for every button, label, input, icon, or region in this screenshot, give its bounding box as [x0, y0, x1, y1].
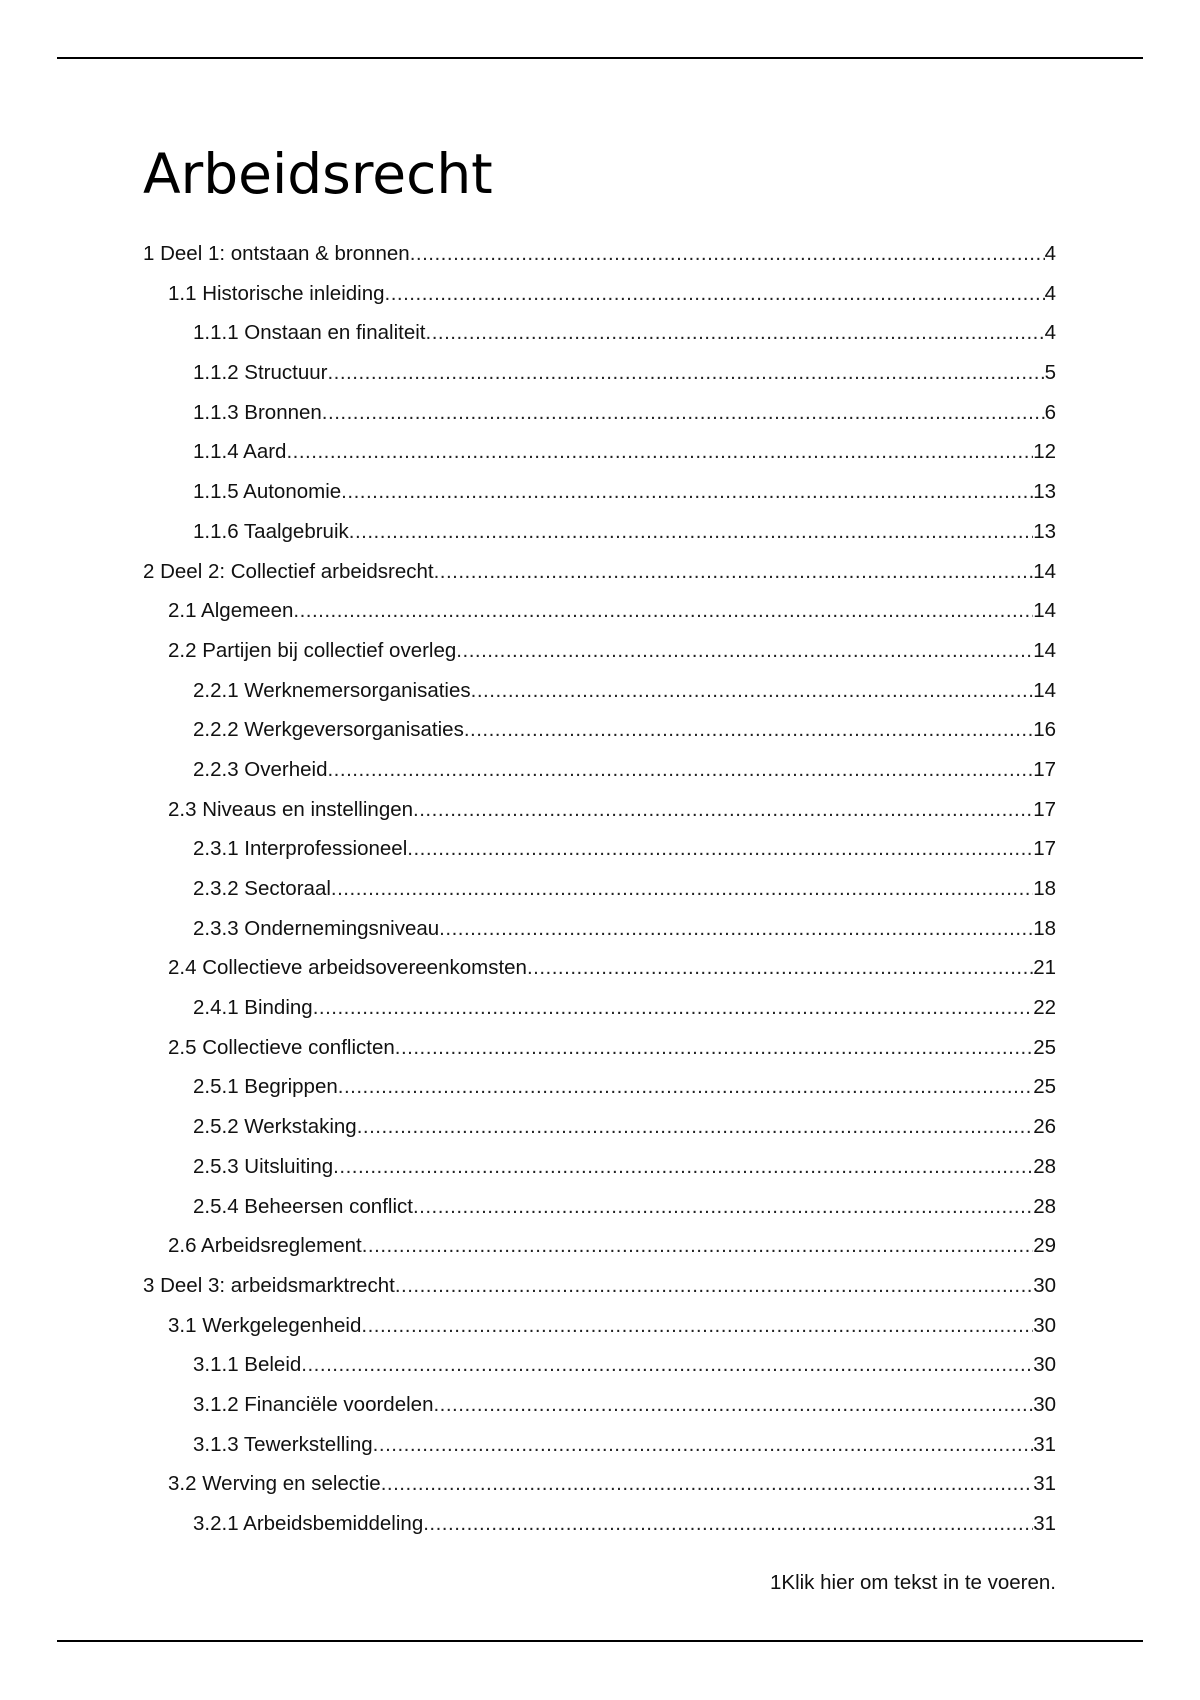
toc-entry-link[interactable] [193, 1107, 1056, 1147]
toc-entry [143, 353, 1056, 393]
toc-dot-leader [439, 909, 1033, 949]
toc-dot-leader [286, 432, 1033, 472]
toc-dot-leader [410, 234, 1045, 274]
toc-entry-link[interactable] [193, 988, 1056, 1028]
toc-dot-leader [327, 750, 1033, 790]
toc-entry [143, 432, 1056, 472]
toc-entry-title: 2 Deel 2: Collectief arbeidsrecht [143, 552, 434, 592]
toc-entry-link[interactable] [193, 1425, 1056, 1465]
toc-entry-title: 2.3.3 Ondernemingsniveau [193, 909, 439, 949]
toc-entry-title: 2.3.1 Interprofessioneel [193, 829, 407, 869]
toc-entry-title: 2.2 Partijen bij collectief overleg [168, 631, 456, 671]
toc-entry-link[interactable] [143, 552, 1056, 592]
toc-entry [143, 1187, 1056, 1227]
toc-entry-link[interactable] [193, 1504, 1056, 1544]
toc-page-number: 14 [1033, 671, 1056, 711]
toc-entry-link[interactable] [193, 432, 1056, 472]
toc-entry-title: 2.2.3 Overheid [193, 750, 327, 790]
toc-entry-title: 3.1 Werkgelegenheid [168, 1306, 361, 1346]
header-rule [57, 57, 1143, 59]
toc-page-number: 4 [1045, 234, 1056, 274]
toc-entry-title: 2.5.2 Werkstaking [193, 1107, 357, 1147]
toc-entry-link[interactable] [193, 1147, 1056, 1187]
toc-dot-leader [327, 353, 1044, 393]
toc-entry [143, 512, 1056, 552]
toc-entry [143, 671, 1056, 711]
toc-dot-leader [464, 710, 1033, 750]
toc-entry-link[interactable] [193, 313, 1056, 353]
toc-entry [143, 313, 1056, 353]
toc-dot-leader [301, 1345, 1033, 1385]
toc-page-number: 21 [1033, 948, 1056, 988]
toc-dot-leader [313, 988, 1034, 1028]
toc-entry [143, 1464, 1056, 1504]
toc-page-number: 6 [1045, 393, 1056, 433]
toc-page-number: 14 [1033, 591, 1056, 631]
toc-entry-title: 2.3 Niveaus en instellingen [168, 790, 413, 830]
toc-entry-title: 3.1.3 Tewerkstelling [193, 1425, 373, 1465]
toc-entry-link[interactable] [193, 512, 1056, 552]
toc-dot-leader [527, 948, 1033, 988]
toc-entry-title: 1.1.1 Onstaan en finaliteit [193, 313, 426, 353]
toc-page-number: 26 [1033, 1107, 1056, 1147]
toc-dot-leader [385, 274, 1045, 314]
toc-entry [143, 1028, 1056, 1068]
table-of-contents [143, 234, 1056, 1544]
toc-entry [143, 393, 1056, 433]
toc-page-number: 28 [1033, 1147, 1056, 1187]
toc-entry [143, 1266, 1056, 1306]
toc-entry-link[interactable] [168, 790, 1056, 830]
toc-page-number: 14 [1033, 631, 1056, 671]
toc-entry-link[interactable] [143, 1266, 1056, 1306]
toc-entry-title: 2.2.1 Werknemersorganisaties [193, 671, 471, 711]
toc-entry [143, 1107, 1056, 1147]
toc-page-number: 17 [1033, 750, 1056, 790]
footer-rule [57, 1640, 1143, 1642]
toc-entry-link[interactable] [143, 234, 1056, 274]
toc-entry [143, 790, 1056, 830]
toc-entry-link[interactable] [168, 1306, 1056, 1346]
toc-entry-link[interactable] [193, 869, 1056, 909]
toc-entry-link[interactable] [193, 750, 1056, 790]
toc-dot-leader [373, 1425, 1034, 1465]
toc-entry [143, 1306, 1056, 1346]
toc-dot-leader [341, 472, 1033, 512]
toc-entry [143, 1226, 1056, 1266]
toc-entry [143, 750, 1056, 790]
toc-entry-title: 2.6 Arbeidsreglement [168, 1226, 362, 1266]
toc-entry-link[interactable] [193, 710, 1056, 750]
toc-entry-title: 2.2.2 Werkgeversorganisaties [193, 710, 464, 750]
toc-dot-leader [471, 671, 1034, 711]
toc-entry-title: 3 Deel 3: arbeidsmarktrecht [143, 1266, 395, 1306]
toc-page-number: 17 [1033, 790, 1056, 830]
toc-dot-leader [331, 869, 1033, 909]
document-title: Arbeidsrecht [143, 142, 493, 206]
toc-entry-title: 2.5 Collectieve conflicten [168, 1028, 395, 1068]
toc-dot-leader [338, 1067, 1033, 1107]
toc-entry-title: 3.2 Werving en selectie [168, 1464, 381, 1504]
toc-entry-link[interactable] [193, 393, 1056, 433]
toc-entry [143, 472, 1056, 512]
toc-entry-title: 2.5.3 Uitsluiting [193, 1147, 333, 1187]
toc-entry [143, 948, 1056, 988]
toc-entry-title: 2.1 Algemeen [168, 591, 293, 631]
toc-entry [143, 988, 1056, 1028]
toc-entry-title: 2.3.2 Sectoraal [193, 869, 331, 909]
toc-entry-link[interactable] [168, 1464, 1056, 1504]
toc-dot-leader [381, 1464, 1033, 1504]
toc-entry-title: 2.5.1 Begrippen [193, 1067, 338, 1107]
toc-page-number: 28 [1033, 1187, 1056, 1227]
toc-dot-leader [361, 1306, 1033, 1346]
toc-entry [143, 591, 1056, 631]
toc-dot-leader [362, 1226, 1033, 1266]
toc-entry [143, 1345, 1056, 1385]
toc-page-number: 30 [1033, 1345, 1056, 1385]
toc-entry-title: 3.1.2 Financiële voordelen [193, 1385, 433, 1425]
toc-entry [143, 234, 1056, 274]
footer-placeholder-text[interactable]: 1Klik hier om tekst in te voeren. [770, 1571, 1056, 1594]
toc-dot-leader [357, 1107, 1033, 1147]
toc-entry-title: 1.1.5 Autonomie [193, 472, 341, 512]
toc-page-number: 22 [1033, 988, 1056, 1028]
toc-dot-leader [293, 591, 1033, 631]
toc-entry-title: 1.1.2 Structuur [193, 353, 327, 393]
toc-dot-leader [423, 1504, 1033, 1544]
toc-entry-link[interactable] [168, 1226, 1056, 1266]
toc-entry-link[interactable] [168, 591, 1056, 631]
toc-dot-leader [413, 790, 1033, 830]
toc-entry-link[interactable] [168, 631, 1056, 671]
toc-page-number: 25 [1033, 1067, 1056, 1107]
toc-page-number: 5 [1045, 353, 1056, 393]
toc-dot-leader [413, 1187, 1033, 1227]
toc-entry-link[interactable] [168, 274, 1056, 314]
toc-dot-leader [395, 1266, 1033, 1306]
toc-page-number: 30 [1033, 1266, 1056, 1306]
toc-page-number: 29 [1033, 1226, 1056, 1266]
toc-page-number: 12 [1033, 432, 1056, 472]
toc-dot-leader [426, 313, 1045, 353]
toc-entry-title: 2.5.4 Beheersen conflict [193, 1187, 413, 1227]
toc-page-number: 13 [1033, 512, 1056, 552]
toc-entry [143, 1147, 1056, 1187]
toc-dot-leader [322, 393, 1045, 433]
toc-entry-title: 1.1.3 Bronnen [193, 393, 322, 433]
toc-entry-title: 1.1 Historische inleiding [168, 274, 385, 314]
toc-entry-title: 1 Deel 1: ontstaan & bronnen [143, 234, 410, 274]
toc-entry-title: 2.4 Collectieve arbeidsovereenkomsten [168, 948, 527, 988]
toc-entry-title: 1.1.4 Aard [193, 432, 286, 472]
toc-entry-link[interactable] [193, 829, 1056, 869]
toc-entry [143, 1425, 1056, 1465]
toc-entry [143, 274, 1056, 314]
toc-entry [143, 552, 1056, 592]
toc-entry [143, 710, 1056, 750]
toc-entry-link[interactable] [168, 1028, 1056, 1068]
toc-dot-leader [349, 512, 1033, 552]
toc-page-number: 31 [1033, 1425, 1056, 1465]
toc-entry [143, 1504, 1056, 1544]
toc-entry [143, 1385, 1056, 1425]
toc-page-number: 17 [1033, 829, 1056, 869]
toc-page-number: 30 [1033, 1306, 1056, 1346]
toc-dot-leader [433, 1385, 1033, 1425]
toc-entry [143, 909, 1056, 949]
toc-entry-link[interactable] [168, 948, 1056, 988]
toc-entry-link[interactable] [193, 1345, 1056, 1385]
toc-entry [143, 631, 1056, 671]
toc-page-number: 4 [1045, 313, 1056, 353]
toc-entry-title: 3.1.1 Beleid [193, 1345, 301, 1385]
toc-dot-leader [395, 1028, 1033, 1068]
toc-page-number: 4 [1045, 274, 1056, 314]
toc-entry-link[interactable] [193, 1385, 1056, 1425]
toc-page-number: 13 [1033, 472, 1056, 512]
toc-entry [143, 1067, 1056, 1107]
toc-page-number: 31 [1033, 1464, 1056, 1504]
toc-page-number: 16 [1033, 710, 1056, 750]
toc-entry-title: 3.2.1 Arbeidsbemiddeling [193, 1504, 423, 1544]
toc-entry-link[interactable] [193, 1067, 1056, 1107]
toc-page-number: 31 [1033, 1504, 1056, 1544]
toc-entry [143, 869, 1056, 909]
toc-entry-link[interactable] [193, 472, 1056, 512]
toc-dot-leader [333, 1147, 1033, 1187]
toc-entry [143, 829, 1056, 869]
toc-page-number: 18 [1033, 909, 1056, 949]
toc-dot-leader [407, 829, 1033, 869]
toc-entry-title: 2.4.1 Binding [193, 988, 313, 1028]
toc-entry-link[interactable] [193, 1187, 1056, 1227]
toc-entry-title: 1.1.6 Taalgebruik [193, 512, 349, 552]
toc-dot-leader [456, 631, 1033, 671]
toc-page-number: 14 [1033, 552, 1056, 592]
toc-page-number: 18 [1033, 869, 1056, 909]
toc-entry-link[interactable] [193, 909, 1056, 949]
toc-dot-leader [434, 552, 1034, 592]
toc-page-number: 30 [1033, 1385, 1056, 1425]
toc-entry-link[interactable] [193, 353, 1056, 393]
toc-entry-link[interactable] [193, 671, 1056, 711]
toc-page-number: 25 [1033, 1028, 1056, 1068]
